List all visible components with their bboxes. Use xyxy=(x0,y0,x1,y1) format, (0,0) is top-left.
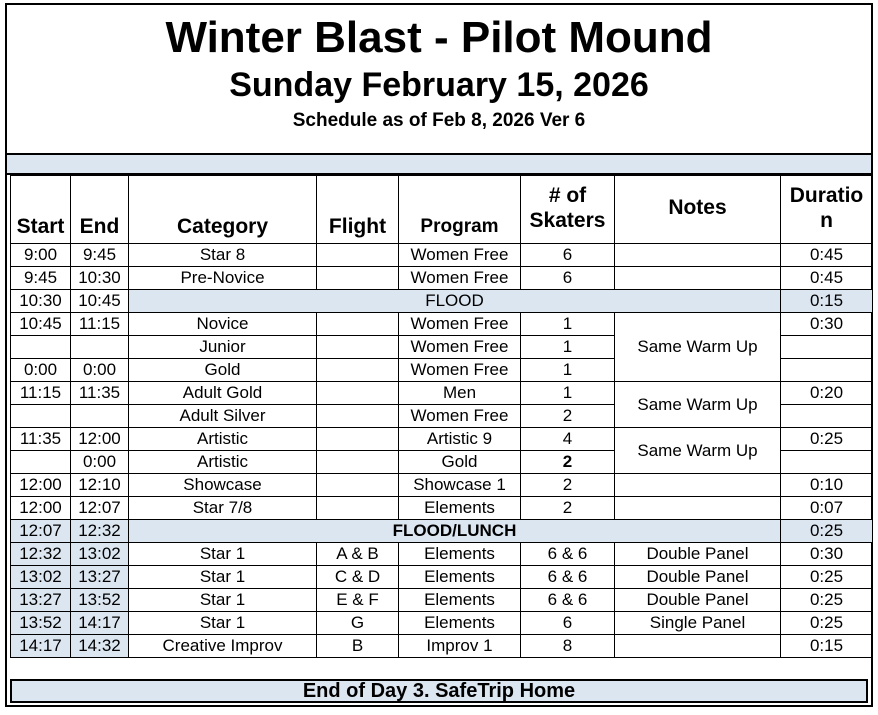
cell-skaters: 6 & 6 xyxy=(521,566,615,589)
cell-skaters: 6 & 6 xyxy=(521,589,615,612)
cell-end xyxy=(71,405,129,428)
cell-program: Improv 1 xyxy=(399,635,521,658)
cell-program: Elements xyxy=(399,543,521,566)
cell-end: 12:10 xyxy=(71,474,129,497)
cell-end: 12:07 xyxy=(71,497,129,520)
cell-start: 13:52 xyxy=(11,612,71,635)
schedule-table xyxy=(10,175,873,658)
col-header-start: Start xyxy=(11,176,71,244)
cell-skaters: 2 xyxy=(521,474,615,497)
cell-category: Junior xyxy=(129,336,317,359)
col-header-duration-line2: n xyxy=(820,208,833,232)
cell-duration xyxy=(781,336,873,359)
cell-notes-merged: Same Warm Up xyxy=(615,313,781,382)
cell-category: Creative Improv xyxy=(129,635,317,658)
cell-program: Elements xyxy=(399,589,521,612)
cell-notes xyxy=(615,474,781,497)
col-header-flight: Flight xyxy=(317,176,399,244)
cell-skaters: 6 xyxy=(521,267,615,290)
cell-program: Women Free xyxy=(399,267,521,290)
table-row xyxy=(11,244,873,267)
cell-start xyxy=(11,405,71,428)
cell-flight xyxy=(317,267,399,290)
cell-flight xyxy=(317,405,399,428)
cell-category: Adult Gold xyxy=(129,382,317,405)
cell-end: 13:02 xyxy=(71,543,129,566)
cell-flight: B xyxy=(317,635,399,658)
col-header-skaters-line2: Skaters xyxy=(529,208,606,232)
cell-flight xyxy=(317,428,399,451)
cell-start: 10:45 xyxy=(11,313,71,336)
cell-notes: Double Panel xyxy=(615,589,781,612)
cell-start: 10:30 xyxy=(11,290,71,313)
cell-category: Star 8 xyxy=(129,244,317,267)
cell-duration: 0:10 xyxy=(781,474,873,497)
cell-flight: A & B xyxy=(317,543,399,566)
cell-category: Artistic xyxy=(129,428,317,451)
cell-category: Star 1 xyxy=(129,543,317,566)
cell-end: 13:52 xyxy=(71,589,129,612)
table-row xyxy=(11,635,873,658)
cell-start: 0:00 xyxy=(11,359,71,382)
cell-program: Women Free xyxy=(399,244,521,267)
cell-flight xyxy=(317,382,399,405)
cell-start: 12:00 xyxy=(11,474,71,497)
cell-skaters: 8 xyxy=(521,635,615,658)
cell-end: 14:32 xyxy=(71,635,129,658)
cell-category: Artistic xyxy=(129,451,317,474)
cell-notes: Double Panel xyxy=(615,543,781,566)
cell-end xyxy=(71,336,129,359)
cell-program: Women Free xyxy=(399,405,521,428)
flood-label: FLOOD xyxy=(129,290,781,313)
cell-notes xyxy=(615,635,781,658)
cell-start: 12:32 xyxy=(11,543,71,566)
col-header-program: Program xyxy=(399,176,521,244)
cell-start: 14:17 xyxy=(11,635,71,658)
cell-notes xyxy=(615,497,781,520)
cell-end: 10:30 xyxy=(71,267,129,290)
cell-end: 0:00 xyxy=(71,451,129,474)
cell-end: 10:45 xyxy=(71,290,129,313)
schedule-version: Schedule as of Feb 8, 2026 Ver 6 xyxy=(292,110,586,131)
cell-notes xyxy=(615,244,781,267)
col-header-notes: Notes xyxy=(615,176,781,244)
table-row xyxy=(11,382,873,405)
cell-program: Showcase 1 xyxy=(399,474,521,497)
cell-end: 0:00 xyxy=(71,359,129,382)
cell-notes: Single Panel xyxy=(615,612,781,635)
cell-skaters: 2 xyxy=(521,451,615,474)
cell-duration: 0:25 xyxy=(781,566,873,589)
cell-program: Men xyxy=(399,382,521,405)
cell-category: Showcase xyxy=(129,474,317,497)
cell-skaters: 1 xyxy=(521,313,615,336)
cell-flight: E & F xyxy=(317,589,399,612)
cell-category: Star 1 xyxy=(129,566,317,589)
cell-category: Pre-Novice xyxy=(129,267,317,290)
cell-start: 11:15 xyxy=(11,382,71,405)
cell-notes-merged: Same Warm Up xyxy=(615,428,781,474)
cell-flight xyxy=(317,336,399,359)
cell-start: 13:27 xyxy=(11,589,71,612)
table-row xyxy=(11,543,873,566)
cell-notes-merged: Same Warm Up xyxy=(615,382,781,428)
cell-notes: Double Panel xyxy=(615,566,781,589)
header-band xyxy=(7,153,871,175)
cell-category: Gold xyxy=(129,359,317,382)
cell-skaters: 1 xyxy=(521,382,615,405)
cell-end: 9:45 xyxy=(71,244,129,267)
header-row xyxy=(11,176,873,244)
cell-flight xyxy=(317,244,399,267)
cell-skaters: 2 xyxy=(521,497,615,520)
cell-skaters: 6 xyxy=(521,612,615,635)
cell-duration: 0:25 xyxy=(781,612,873,635)
table-row xyxy=(11,566,873,589)
cell-program: Elements xyxy=(399,566,521,589)
cell-duration: 0:25 xyxy=(781,589,873,612)
cell-duration: 0:15 xyxy=(781,290,873,313)
col-header-skaters xyxy=(521,176,615,244)
table-row xyxy=(11,612,873,635)
cell-flight: C & D xyxy=(317,566,399,589)
cell-start: 12:00 xyxy=(11,497,71,520)
cell-skaters: 6 xyxy=(521,244,615,267)
cell-category: Novice xyxy=(129,313,317,336)
col-header-skaters-line1: # of xyxy=(548,183,587,207)
cell-start: 12:07 xyxy=(11,520,71,543)
flood-lunch-label: FLOOD/LUNCH xyxy=(129,520,781,543)
cell-start xyxy=(11,336,71,359)
cell-duration xyxy=(781,405,873,428)
cell-skaters: 1 xyxy=(521,359,615,382)
cell-category: Star 1 xyxy=(129,589,317,612)
cell-program: Artistic 9 xyxy=(399,428,521,451)
cell-flight xyxy=(317,451,399,474)
cell-end: 14:17 xyxy=(71,612,129,635)
cell-start: 9:00 xyxy=(11,244,71,267)
cell-category: Adult Silver xyxy=(129,405,317,428)
cell-skaters: 4 xyxy=(521,428,615,451)
table-row xyxy=(11,589,873,612)
col-header-category: Category xyxy=(129,176,317,244)
cell-start xyxy=(11,451,71,474)
cell-duration: 0:30 xyxy=(781,543,873,566)
col-header-duration-line1: Duratio xyxy=(789,183,864,207)
cell-end: 11:15 xyxy=(71,313,129,336)
cell-skaters: 1 xyxy=(521,336,615,359)
cell-flight: G xyxy=(317,612,399,635)
cell-category: Star 7/8 xyxy=(129,497,317,520)
col-header-duration xyxy=(781,176,873,244)
table-row xyxy=(11,497,873,520)
cell-duration xyxy=(781,451,873,474)
cell-duration: 0:45 xyxy=(781,244,873,267)
cell-notes xyxy=(615,267,781,290)
cell-end: 11:35 xyxy=(71,382,129,405)
cell-duration: 0:15 xyxy=(781,635,873,658)
cell-duration: 0:30 xyxy=(781,313,873,336)
table-row xyxy=(11,428,873,451)
col-header-end: End xyxy=(71,176,129,244)
cell-duration: 0:20 xyxy=(781,382,873,405)
table-row xyxy=(11,313,873,336)
cell-skaters: 2 xyxy=(521,405,615,428)
page-title: Winter Blast - Pilot Mound xyxy=(165,13,713,62)
flood-row xyxy=(11,290,873,313)
cell-start: 11:35 xyxy=(11,428,71,451)
cell-flight xyxy=(317,359,399,382)
cell-end: 12:00 xyxy=(71,428,129,451)
cell-program: Women Free xyxy=(399,313,521,336)
cell-flight xyxy=(317,313,399,336)
cell-program: Women Free xyxy=(399,336,521,359)
schedule-sheet xyxy=(5,3,873,707)
cell-skaters: 6 & 6 xyxy=(521,543,615,566)
cell-start: 13:02 xyxy=(11,566,71,589)
table-row xyxy=(11,267,873,290)
cell-duration xyxy=(781,359,873,382)
cell-duration: 0:07 xyxy=(781,497,873,520)
table-row xyxy=(11,474,873,497)
page-subtitle: Sunday February 15, 2026 xyxy=(229,66,649,104)
flood-lunch-row xyxy=(11,520,873,543)
cell-duration: 0:25 xyxy=(781,428,873,451)
cell-program: Elements xyxy=(399,612,521,635)
cell-program: Elements xyxy=(399,497,521,520)
cell-category: Star 1 xyxy=(129,612,317,635)
cell-start: 9:45 xyxy=(11,267,71,290)
cell-program: Gold xyxy=(399,451,521,474)
cell-end: 13:27 xyxy=(71,566,129,589)
footer-message: End of Day 3. SafeTrip Home xyxy=(10,679,868,703)
cell-flight xyxy=(317,497,399,520)
cell-flight xyxy=(317,474,399,497)
cell-duration: 0:45 xyxy=(781,267,873,290)
cell-program: Women Free xyxy=(399,359,521,382)
cell-duration: 0:25 xyxy=(781,520,873,543)
cell-end: 12:32 xyxy=(71,520,129,543)
